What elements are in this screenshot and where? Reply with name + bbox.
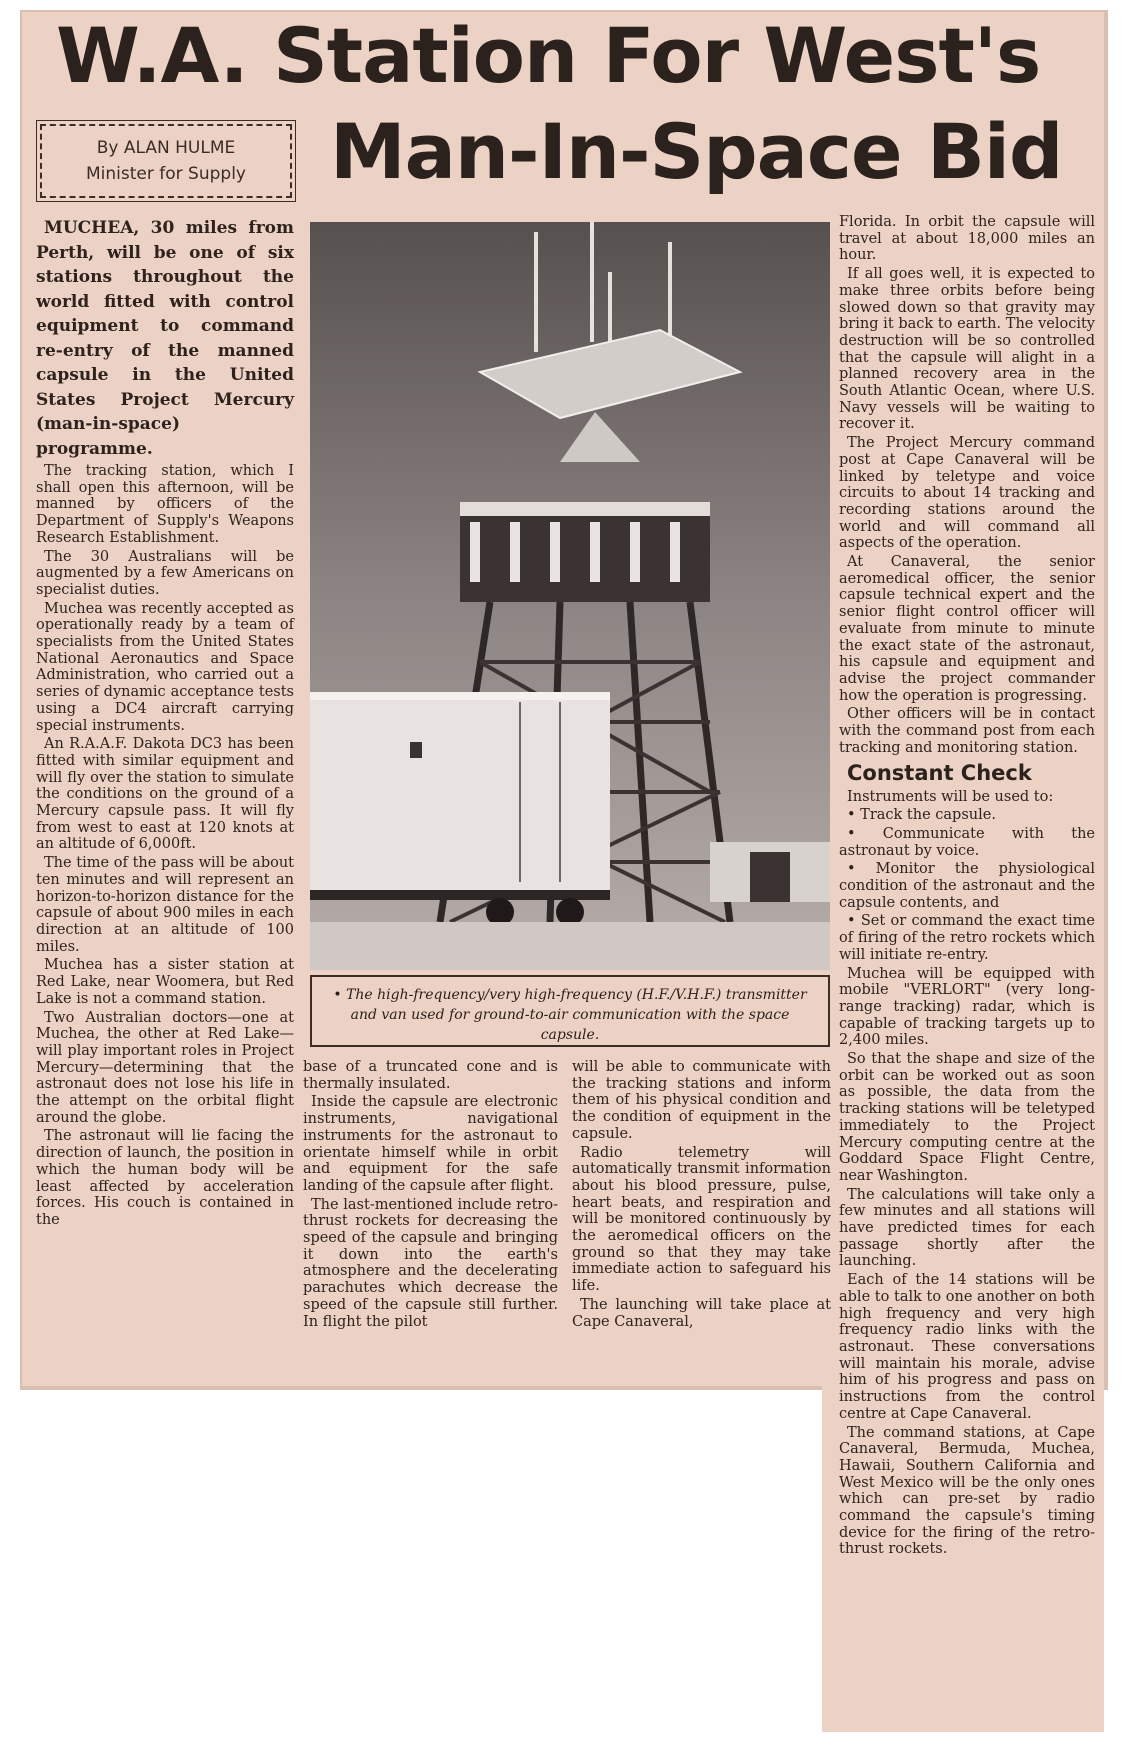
paragraph: Muchea will be equipped with mobile "VERLORT" (very long-range tracking) radar, which is capable of tracking targets up to 2,400 miles. [839,965,1095,1049]
paragraph: So that the shape and size of the orbit can be worked out as soon as possible, the data from the tracking stations will be teletyped immediately to the Project Mercury computing centre at the Goddard Space Flight Centre, near Washington. [839,1051,1095,1184]
paragraph: Two Australian doctors—one at Muchea, the other at Red Lake—will play important roles in Project Mercury—determining that the astronaut does not lose his life in the attempt on the orbital flight around the globe. [36,1009,294,1126]
paragraph: will be able to communicate with the tracking stations and inform them of his physical condition and the condition of equipment in the capsule. [572,1059,831,1142]
paragraph: Instruments will be used to: [847,788,1054,805]
paragraph: Other officers will be in contact with the command post from each tracking and monitoring station. [839,706,1095,756]
byline-box [40,124,292,198]
lead-rest: Perth, will be one of six stations throughout the world fitted with control equipment to command re-entry of the manned capsule in the United States Project Mercury (man-in-space) programme. [36,242,294,459]
article-column-2 [303,1059,558,1332]
tracking-station-photo [310,222,830,970]
bullet-item: • Communicate with the astronaut by voice. [839,825,1095,859]
paragraph: The tracking station, which I shall open this afternoon, will be manned by officers of the Department of Supply's Weapons Research Establishment. [36,463,294,546]
headline-line-1: W.A. Station For West's [56,11,1041,100]
paragraph: The time of the pass will be about ten minutes and will represent an horizon-to-horizon distance for the capsule of about 900 miles in each direction at an altitude of 100 miles. [36,855,294,955]
lead-paragraph [36,216,294,461]
bullet-item: • Monitor the physiological condition of the astronaut and the capsule contents, and [839,861,1095,911]
paragraph: The astronaut will lie facing the direction of launch, the position in which the human body will be least affected by acceleration forces. His couch is contained in the [36,1128,294,1228]
paragraph: Each of the 14 stations will be able to talk to one another on both high frequency and very high frequency radio links with the astronaut. These conversations will maintain his morale, advise him of his progress and pass on instructions from the control centre at Cape Canaveral. [839,1272,1095,1422]
paragraph: At Canaveral, the senior aeromedical officer, the senior capsule technical expert and the senior flight control officer will evaluate from minute to minute the exact state of the astronaut, his capsule and equipment and advise the project commander how the operation is progressing. [839,554,1095,704]
lead-start: MUCHEA, 30 miles from [44,218,294,238]
paragraph: Muchea was recently accepted as operationally ready by a team of specialists from the United States National Aeronautics and Space Administration, who carried out a series of dynamic acceptance tests using a DC4 aircraft carrying special instruments. [36,600,294,734]
byline-role: Minister for Supply [86,164,246,184]
paragraph: Radio telemetry will automatically transmit information about his blood pressure, pulse, heart beats, and respiration and will be monitored continuously by the aeromedical officers on the ground so that they may take immediate action to safeguard his life. [572,1144,831,1295]
paragraph: The command stations, at Cape Canaveral, Bermuda, Muchea, Hawaii, Southern California and West Mexico will be the only ones which can pre-set by radio command the capsule's timing device for the firing of the retro-thrust rockets. [839,1424,1095,1558]
byline-author: By ALAN HULME [96,138,236,158]
paragraph: The 30 Australians will be augmented by a few Americans on specialist duties. [36,548,294,598]
article-column-3 [572,1059,831,1332]
article-column-4 [839,214,1095,1560]
article-column-1 [36,216,294,1231]
paragraph: The Project Mercury command post at Cape Canaveral will be linked by teletype and voice circuits to about 14 tracking and recording stations around the world and will command all aspects of the operation. [839,435,1095,552]
paragraph: Florida. In orbit the capsule will travel at about 18,000 miles an hour. [839,214,1095,264]
byline-border [36,120,296,202]
bullet-item: • Set or command the exact time of firing of the retro rockets which will initiate re-entry. [839,913,1095,963]
paragraph: The last-mentioned include retro-thrust rockets for decreasing the speed of the capsule and bringing it down into the earth's atmosphere and the decelerating parachutes which decrease the speed of the capsule still further. In flight the pilot [303,1196,558,1330]
paragraph: Muchea has a sister station at Red Lake, near Woomera, but Red Lake is not a command station. [36,957,294,1007]
paragraph: If all goes well, it is expected to make three orbits before being slowed down so that gravity may bring it back to earth. The velocity destruction will be so controlled that the capsule will alight in a planned recovery area in the South Atlantic Ocean, where U.S. Navy vessels will be waiting to recover it. [839,266,1095,433]
headline-line-2: Man-In-Space Bid [330,107,1063,196]
subheading: Constant Check [847,760,1032,785]
paragraph: Inside the capsule are electronic instruments, navigational instruments for the astronaut to orientate himself while in orbit and equipment for the safe landing of the capsule after flight. [303,1094,558,1194]
paragraph: base of a truncated cone and is thermally insulated. [303,1059,558,1092]
photo-illustration [310,222,830,970]
paragraph: The launching will take place at Cape Canaveral, [572,1296,831,1330]
photo-caption: • The high-frequency/very high-frequency (H.F./V.H.F.) transmitter and van used for ground-to-air communication with the space capsule. [310,975,830,1047]
paragraph: The calculations will take only a few minutes and all stations will have predicted times for each passage shortly after the launching. [839,1186,1095,1270]
paragraph: An R.A.A.F. Dakota DC3 has been fitted with similar equipment and will fly over the station to simulate the conditions on the ground of a Mercury capsule pass. It will fly from west to east at 120 knots at an altitude of 6,000ft. [36,736,294,853]
bullet-item: • Track the capsule. [847,807,996,824]
